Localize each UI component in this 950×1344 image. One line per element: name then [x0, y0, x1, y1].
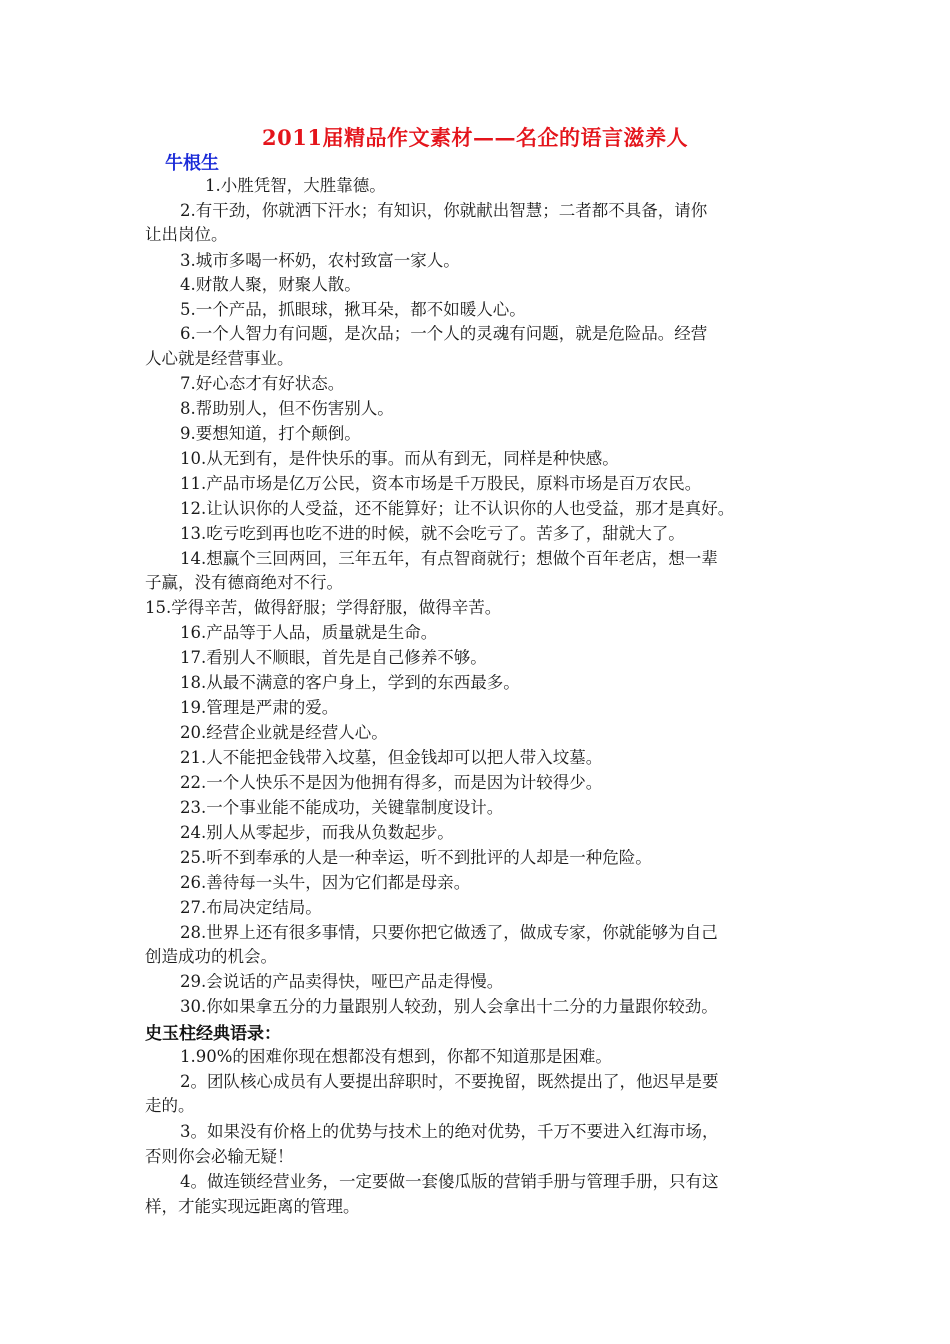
quote-line: 28.世界上还有很多事情，只要你把它做透了，做成专家，你就能够为自己: [180, 923, 718, 942]
quote-line: 21.人不能把金钱带入坟墓，但金钱却可以把人带入坟墓。: [180, 748, 603, 767]
quote-line: 5.一个产品，抓眼球，揪耳朵，都不如暖人心。: [180, 300, 526, 319]
quote-line: 25.听不到奉承的人是一种幸运，听不到批评的人却是一种危险。: [180, 848, 652, 867]
quote-line: 20.经营企业就是经营人心。: [180, 723, 388, 742]
quote-line: 样，才能实现远距离的管理。: [145, 1197, 360, 1216]
quote-line: 4.财散人聚，财聚人散。: [180, 275, 361, 294]
quote-line: 13.吃亏吃到再也吃不进的时候，就不会吃亏了。苦多了，甜就大了。: [180, 524, 685, 543]
quote-line: 人心就是经营事业。: [145, 349, 294, 368]
section-heading-shi-yuzhu: 史玉柱经典语录：: [145, 1024, 281, 1044]
quote-line: 9.要想知道，打个颠倒。: [180, 424, 361, 443]
quote-line: 子赢，没有德商绝对不行。: [145, 573, 343, 592]
section-heading-niu-gensheng: 牛根生: [165, 153, 219, 174]
quote-line: 3。如果没有价格上的优势与技术上的绝对优势，千万不要进入红海市场，: [180, 1122, 719, 1141]
quote-line: 否则你会必输无疑！: [145, 1147, 294, 1166]
quote-line: 6.一个人智力有问题，是次品；一个人的灵魂有问题，就是危险品。经营: [180, 324, 708, 343]
quote-line: 17.看别人不顺眼，首先是自己修养不够。: [180, 648, 487, 667]
quote-line: 22.一个人快乐不是因为他拥有得多，而是因为计较得少。: [180, 773, 603, 792]
quote-line: 2.有干劲，你就洒下汗水；有知识，你就献出智慧；二者都不具备，请你: [180, 201, 708, 220]
quote-line: 4。做连锁经营业务，一定要做一套傻瓜版的营销手册与管理手册，只有这: [180, 1172, 719, 1191]
quote-line: 15.学得辛苦，做得舒服；学得舒服，做得辛苦。: [145, 598, 502, 617]
quote-line: 3.城市多喝一杯奶，农村致富一家人。: [180, 251, 460, 270]
quote-line: 1.小胜凭智，大胜靠德。: [205, 176, 386, 195]
quote-line: 2。团队核心成员有人要提出辞职时，不要挽留，既然提出了，他迟早是要: [180, 1072, 719, 1091]
quote-line: 24.别人从零起步，而我从负数起步。: [180, 823, 454, 842]
quote-line: 26.善待每一头牛，因为它们都是母亲。: [180, 873, 471, 892]
quote-line: 14.想赢个三回两回，三年五年，有点智商就行；想做个百年老店，想一辈: [180, 549, 718, 568]
quote-line: 1.90%的困难你现在想都没有想到，你都不知道那是困难。: [180, 1047, 612, 1066]
quote-line: 10.从无到有，是件快乐的事。而从有到无，同样是种快感。: [180, 449, 619, 468]
quote-line: 18.从最不满意的客户身上，学到的东西最多。: [180, 673, 520, 692]
quote-line: 创造成功的机会。: [145, 947, 277, 966]
quote-line: 让出岗位。: [145, 225, 228, 244]
document-title: 2011届精品作文素材——名企的语言滋养人: [262, 125, 688, 150]
quote-line: 7.好心态才有好状态。: [180, 374, 345, 393]
quote-line: 12.让认识你的人受益，还不能算好；让不认识你的人也受益，那才是真好。: [180, 499, 735, 518]
quote-line: 19.管理是严肃的爱。: [180, 698, 339, 717]
quote-line: 29.会说话的产品卖得快，哑巴产品走得慢。: [180, 972, 504, 991]
quote-line: 16.产品等于人品，质量就是生命。: [180, 623, 438, 642]
quote-line: 27.布局决定结局。: [180, 898, 322, 917]
quote-line: 8.帮助别人，但不伤害别人。: [180, 399, 394, 418]
quote-line: 11.产品市场是亿万公民，资本市场是千万股民，原料市场是百万农民。: [180, 474, 702, 493]
quote-line: 23.一个事业能不能成功，关键靠制度设计。: [180, 798, 504, 817]
quote-line: 走的。: [145, 1096, 195, 1115]
quote-line: 30.你如果拿五分的力量跟别人较劲，别人会拿出十二分的力量跟你较劲。: [180, 997, 718, 1016]
